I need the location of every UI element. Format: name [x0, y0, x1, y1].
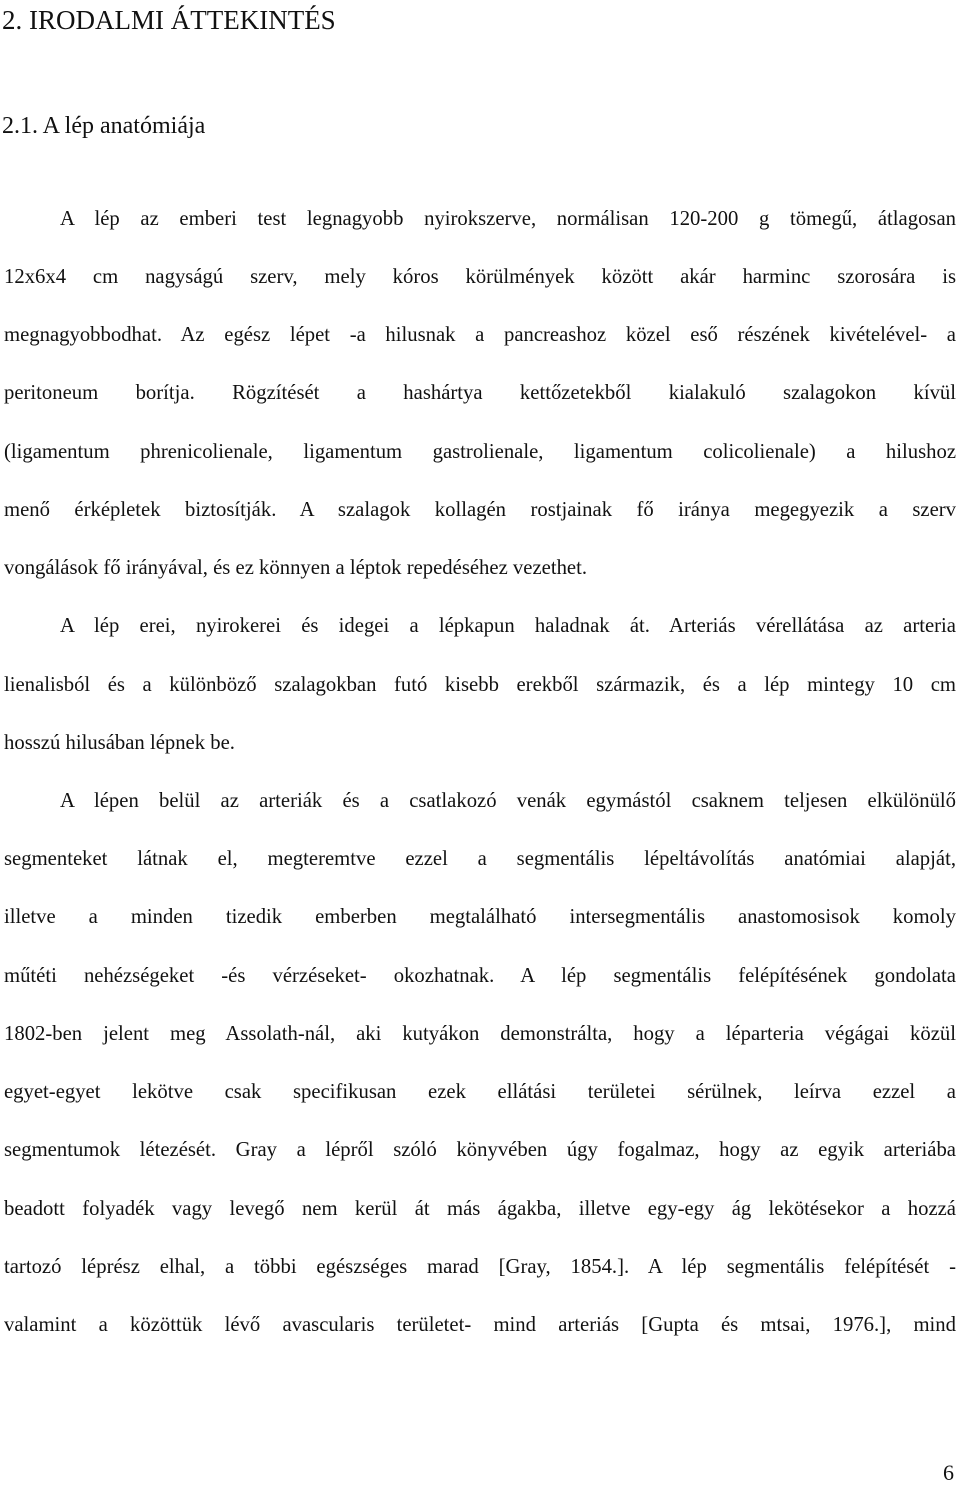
paragraph-1-line-5: (ligamentum phrenicolienale, ligamentum gastrolienale, ligamentum colicolienale) a hilushoz [4, 441, 956, 463]
paragraph-3-line-3: illetve a minden tizedik emberben megtalálható intersegmentális anastomosisok komoly [4, 906, 956, 928]
paragraph-3-line-10: valamint a közöttük lévő avascularis területet- mind arteriás [Gupta és mtsai, 1976.], mind [4, 1314, 956, 1336]
paragraph-3-line-4: műtéti nehézségeket -és vérzéseket- okozhatnak. A lép segmentális felépítésének gondolata [4, 965, 956, 987]
paragraph-3-line-5: 1802-ben jelent meg Assolath-nál, aki kutyákon demonstrálta, hogy a léparteria végágai közül [4, 1023, 956, 1045]
page-number: 6 [943, 1460, 954, 1485]
paragraph-1-line-7: vongálások fő irányával, és ez könnyen a léptok repedéséhez vezethet. [4, 557, 588, 579]
paragraph-1-line-4: peritoneum borítja. Rögzítését a hashártya kettőzetekből kialakuló szalagokon kívül [4, 382, 956, 404]
paragraph-2-line-2: lienalisból és a különböző szalagokban futó kisebb erekből származik, és a lép mintegy 10 cm [4, 674, 956, 696]
paragraph-3-line-6: egyet-egyet lekötve csak specifikusan ezek ellátási területei sérülnek, leírva ezzel a [4, 1081, 956, 1103]
section-heading: 2.1. A lép anatómiája [2, 113, 206, 139]
paragraph-2-line-3: hosszú hilusában lépnek be. [4, 732, 235, 754]
chapter-heading: 2. IRODALMI ÁTTEKINTÉS [2, 5, 336, 35]
paragraph-1-line-6: menő érképletek biztosítják. A szalagok kollagén rostjainak fő iránya megegyezik a szerv [4, 499, 956, 521]
paragraph-1-line-1: A lép az emberi test legnagyobb nyirokszerve, normálisan 120-200 g tömegű, átlagosan [60, 208, 956, 230]
paragraph-3-line-8: beadott folyadék vagy levegő nem kerül át más ágakba, illetve egy-egy ág lekötésekor a hozzá [4, 1198, 956, 1220]
paragraph-2-line-1: A lép erei, nyirokerei és idegei a lépkapun haladnak át. Arteriás vérellátása az arteria [60, 615, 956, 637]
paragraph-3-line-1: A lépen belül az arteriák és a csatlakozó venák egymástól csaknem teljesen elkülönülő [60, 790, 956, 812]
paragraph-3-line-9: tartozó léprész elhal, a többi egészséges marad [Gray, 1854.]. A lép segmentális felépítését - [4, 1256, 956, 1278]
paragraph-1-line-3: megnagyobbodhat. Az egész lépet -a hilusnak a pancreashoz közel eső részének kivételével- a [4, 324, 956, 346]
paragraph-1-line-2: 12x6x4 cm nagyságú szerv, mely kóros körülmények között akár harminc szorosára is [4, 266, 956, 288]
paragraph-3-line-2: segmenteket látnak el, megteremtve ezzel a segmentális lépeltávolítás anatómiai alapját, [4, 848, 956, 870]
paragraph-3-line-7: segmentumok létezését. Gray a lépről szóló könyvében úgy fogalmaz, hogy az egyik arteriába [4, 1139, 956, 1161]
